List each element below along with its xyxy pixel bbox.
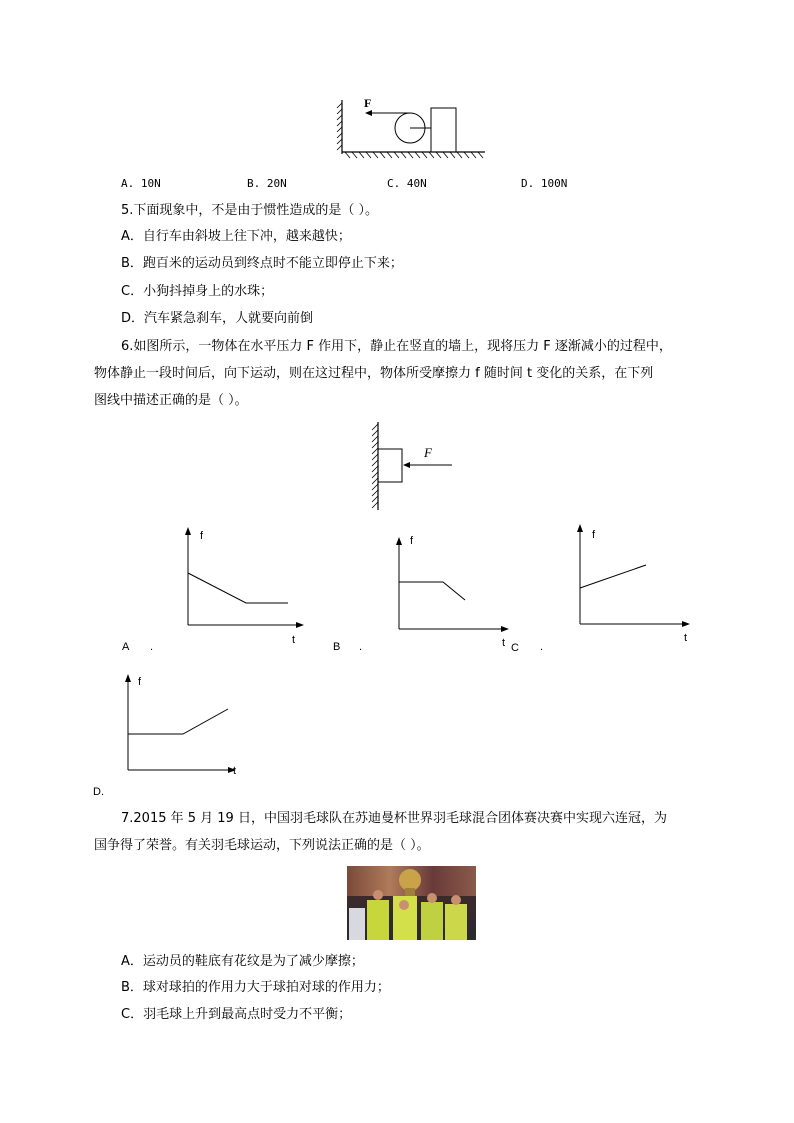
q4-option-c: C. 40N — [387, 177, 427, 190]
q7-stem-line2: 国争得了荣誉。有关羽毛球运动，下列说法正确的是（ ）。 — [94, 838, 430, 853]
graph-b-option-label: B — [333, 641, 341, 653]
graph-b-dot: . — [359, 641, 363, 653]
q6-stem-line1: 6.如图所示，一物体在水平压力 F 作用下，静止在竖直的墙上，现将压力 F 逐渐减小的过程中， — [121, 339, 672, 354]
q7-option-b: B．球对球拍的作用力大于球拍对球的作用力； — [121, 980, 390, 995]
q6-stem-line2: 物体静止一段时间后，向下运动，则在这过程中，物体所受摩擦力 f 随时间 t 变化的关系，在下列 — [94, 366, 654, 381]
q7-option-c: C．羽毛球上升到最高点时受力不平衡； — [121, 1007, 352, 1022]
q4-option-b: B. 20N — [247, 177, 287, 190]
graph-a-y-label: f — [200, 530, 204, 542]
graph-b-y-label: f — [410, 535, 414, 547]
q6-stem-line3: 图线中描述正确的是（ ）。 — [94, 393, 248, 408]
q7-stem-line1: 7.2015 年 5 月 19 日，中国羽毛球队在苏迪曼杯世界羽毛球混合团体赛决赛中实现六连冠，为 — [121, 811, 667, 826]
graph-c-dot: . — [540, 641, 544, 653]
graph-d-x-label: t — [233, 765, 237, 777]
graph-b-x-label: t — [502, 637, 506, 649]
graph-a-x-label: t — [292, 634, 296, 646]
q5-stem: 5.下面现象中，不是由于惯性造成的是（ ）。 — [121, 203, 379, 218]
badminton-team-photo — [347, 866, 476, 940]
figure-roller-block — [335, 95, 490, 160]
q6-force-label: F — [424, 445, 432, 460]
graph-b — [391, 535, 516, 635]
q7-option-a: A．运动员的鞋底有花纹是为了减少摩擦； — [121, 954, 364, 969]
graph-c-y-label: f — [592, 529, 596, 541]
force-label: F — [364, 96, 372, 110]
q5-option-b: B．跑百米的运动员到终点时不能立即停止下来； — [121, 256, 403, 271]
q5-option-a: A．自行车由斜坡上往下冲，越来越快； — [121, 229, 351, 244]
graph-d-y-label: f — [138, 676, 142, 688]
q4-option-a: A. 10N — [121, 177, 161, 190]
graph-c — [572, 522, 697, 632]
graph-a-option-label: A — [122, 641, 130, 653]
graph-c-option-label: C — [511, 642, 519, 654]
q5-option-d: D．汽车紧急刹车，人就要向前倒 — [121, 311, 314, 326]
graph-a-dot: . — [150, 641, 154, 653]
q5-option-c: C．小狗抖掉身上的水珠； — [121, 284, 274, 299]
graph-c-x-label: t — [684, 632, 688, 644]
q4-option-d: D. 100N — [521, 177, 568, 190]
figure-wall-block — [368, 420, 458, 512]
graph-d-option-label: D. — [93, 786, 104, 798]
